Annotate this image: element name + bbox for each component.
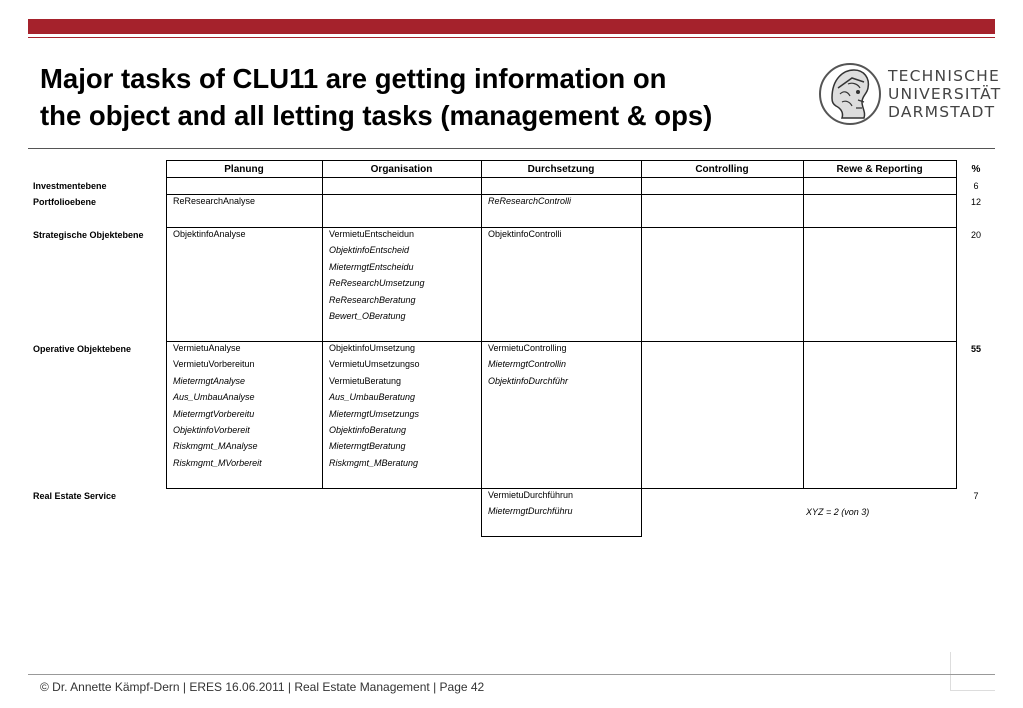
table-col-border xyxy=(956,160,957,488)
cell-strategisch-durchsetzung xyxy=(488,226,562,242)
task-item: ReResearchUmsetzung xyxy=(329,278,425,289)
corner-frame xyxy=(950,652,995,691)
cell-operativ-planung xyxy=(173,340,262,471)
task-item: ObjektinfoDurchführ xyxy=(488,375,569,386)
score-note: XYZ = 2 (von 3) xyxy=(806,507,870,517)
task-item: MietermgtUmsetzungs xyxy=(329,408,420,419)
pct-portfolioebene: 12 xyxy=(970,197,981,207)
table-bottom-border xyxy=(481,536,642,537)
task-item: MietermgtAnalyse xyxy=(173,375,246,386)
cell-operativ-organisation xyxy=(329,340,420,471)
row-label-strategische-objektebene: Strategische Objektebene xyxy=(33,230,144,240)
task-item: MietermgtDurchführu xyxy=(488,506,573,517)
task-item: VermietuBeratung xyxy=(329,375,402,386)
pct-real-estate-service: 7 xyxy=(973,491,979,501)
table-col-border xyxy=(481,160,482,536)
university-logo xyxy=(818,58,1002,132)
task-item: VermietuEntscheidun xyxy=(329,229,415,239)
header-percent: % xyxy=(971,164,981,175)
task-item: Aus_UmbauAnalyse xyxy=(173,392,255,403)
table-col-border xyxy=(166,160,167,488)
header-organisation: Organisation xyxy=(370,164,433,175)
pct-operative-objektebene: 55 xyxy=(970,344,981,354)
task-item: MietermgtControllin xyxy=(488,359,567,370)
task-item: MietermgtEntscheidu xyxy=(329,261,414,272)
task-item: ReResearchAnalyse xyxy=(173,196,256,206)
cell-service-durchsetzung xyxy=(488,487,573,520)
table-col-border xyxy=(641,160,642,536)
pct-investmentebene: 6 xyxy=(973,181,979,191)
cell-operativ-durchsetzung xyxy=(488,340,568,389)
task-item: ObjektinfoEntscheid xyxy=(329,245,410,256)
row-label-real-estate-service: Real Estate Service xyxy=(33,491,117,501)
cell-strategisch-organisation xyxy=(329,226,425,324)
pct-strategische-objektebene: 20 xyxy=(970,230,981,240)
task-item: VermietuUmsetzungso xyxy=(329,359,420,370)
task-item: ObjektinfoAnalyse xyxy=(173,229,246,239)
header-rewe-reporting: Rewe & Reporting xyxy=(836,164,923,175)
row-label-operative-objektebene: Operative Objektebene xyxy=(33,344,132,354)
task-item: VermietuAnalyse xyxy=(173,343,241,353)
task-item: VermietuVorbereitun xyxy=(173,359,255,370)
table-header-border xyxy=(166,177,957,178)
logo-text-line-3: DARMSTADT xyxy=(888,103,996,121)
task-item: Riskmgmt_MVorbereit xyxy=(173,457,262,468)
task-item: ReResearchControlli xyxy=(488,196,572,206)
slide-title xyxy=(40,60,820,134)
task-item: VermietuDurchführun xyxy=(488,490,574,500)
header-controlling: Controlling xyxy=(695,164,749,175)
task-item: Riskmgmt_MAnalyse xyxy=(173,441,258,452)
athena-head-icon xyxy=(818,58,882,130)
footer-separator xyxy=(28,674,995,675)
task-item: ObjektinfoUmsetzung xyxy=(329,343,416,353)
slide-title-line-2: the object and all letting tasks (management & ops) xyxy=(40,100,713,131)
top-accent-bar xyxy=(28,19,995,34)
top-accent-line xyxy=(28,37,995,38)
row-label-investmentebene: Investmentebene xyxy=(33,181,107,191)
table-col-border xyxy=(322,160,323,488)
task-item: ObjektinfoControlli xyxy=(488,229,562,239)
task-item: ReResearchBeratung xyxy=(329,294,416,305)
task-item: Riskmgmt_MBeratung xyxy=(329,457,419,468)
task-item: ObjektinfoVorbereit xyxy=(173,425,250,436)
row-label-portfolioebene: Portfolioebene xyxy=(33,197,97,207)
task-item: ObjektinfoBeratung xyxy=(329,425,407,436)
slide-title-line-1: Major tasks of CLU11 are getting information on xyxy=(40,63,667,94)
title-separator xyxy=(28,148,995,149)
logo-text-line-2: UNIVERSITÄT xyxy=(888,85,1002,103)
footer-text: © Dr. Annette Kämpf-Dern | ERES 16.06.2011 | Real Estate Management | Page 42 xyxy=(40,680,485,694)
task-item: Bewert_OBeratung xyxy=(329,311,406,322)
cell-strategisch-planung xyxy=(173,226,246,242)
task-item: MietermgtBeratung xyxy=(329,441,406,452)
task-item: VermietuControlling xyxy=(488,343,567,353)
table-top-border xyxy=(166,160,957,161)
cell-portfolio-durchsetzung xyxy=(488,193,571,209)
task-item: Aus_UmbauBeratung xyxy=(329,392,416,403)
task-item: MietermgtVorbereitu xyxy=(173,408,255,419)
header-planung: Planung xyxy=(224,164,264,175)
logo-text-line-1: TECHNISCHE xyxy=(888,67,1001,85)
header-durchsetzung: Durchsetzung xyxy=(527,164,595,175)
table-col-border xyxy=(803,160,804,488)
cell-portfolio-planung xyxy=(173,193,255,209)
